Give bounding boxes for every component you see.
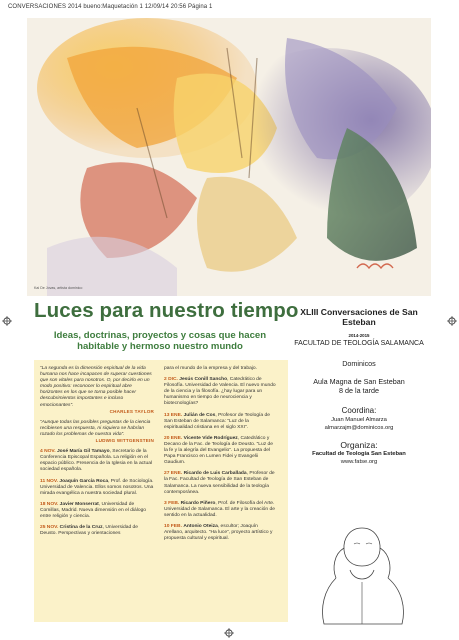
list-item	[164, 377, 278, 407]
venue-time: 8 de la tarde	[339, 386, 379, 396]
speaker-name: José María Gil Tamayo	[56, 449, 110, 455]
speaker-name: Cristina de la Cruz	[59, 525, 103, 531]
cover-artwork	[27, 18, 431, 296]
coordinator-info	[293, 416, 425, 432]
list-item	[164, 471, 278, 495]
event-date: 10 FEB.	[164, 523, 182, 529]
speaker-name: Javier Monserrat	[59, 501, 99, 507]
event-text: , Catedrático de Filosofía. Universidad de Valencia. El nuevo mundo de la ciencia y la filosofía. ¿hay lugar para un humanismo en tiempo de neurociencia y biotecnologías?	[164, 377, 276, 407]
venue-place	[293, 377, 425, 396]
organizer-website-link[interactable]: www.fatse.org	[340, 458, 378, 465]
coordinator-email[interactable]: almarzajm@dominicos.org	[324, 424, 394, 431]
series-title: XLIII Conversaciones de San Esteban	[300, 307, 418, 327]
event-text: , Catedrático y Decano de la Fac. de Teología de Deusto. “Luz de la fe y la alegría del Evangelio”. La propuesta del Papa Francisco en Lumen Fidei y Evangelii Gaudium.	[164, 435, 273, 466]
event-text: , escultor; Joaquín Arellano, arquitecto. “Ha luce”, proyecto artístico y propuesta cultural y espiritual.	[164, 523, 273, 542]
artwork-caption: Kai De Jovas, artista dominico	[34, 286, 83, 290]
list-item	[40, 525, 154, 537]
registration-mark-bottom-icon	[224, 628, 234, 638]
event-text: , Profesor de la Fac. Facultad de Teología de San Esteban de Salamanca. La nueva sensibilidad de la teología contemporánea.	[164, 471, 275, 495]
quote-wittgenstein	[40, 420, 154, 444]
speaker-name: Ricardo Piñero	[180, 500, 216, 506]
registration-mark-left-icon	[2, 316, 12, 326]
event-text: , Universidad de Deusto. Perspectivas y orientaciones	[40, 525, 138, 537]
speaker-name: Jesús Conill Sancho	[179, 377, 228, 383]
quote-text: “Aunque todas las posibles preguntas de la ciencia recibiesen una respuesta, ni siquiera se habrían rozado los problemas de nuestra vida”.	[40, 419, 151, 437]
faculty-name: FACULTAD DE TEOLOGÍA SALAMANCA	[294, 340, 424, 347]
event-continuation: para el mundo de la empresa y del trabajo.	[164, 366, 257, 371]
event-date: 2 DIC.	[164, 377, 178, 383]
speaker-name: Ricardo de Luis Carballada	[183, 471, 247, 477]
quote-author: LUDWIG WITTGENSTEIN	[95, 438, 154, 444]
page-title: Luces para nuestro tiempo	[34, 299, 299, 322]
quote-text: “La segunda es la dimensión espiritual de la vida humana nos hace incapaces de superar cuestiones que son vitales para nosotros. O, por decirlo en un modo positivo: reconocer lo espiritual abre horizontes en los que se torna posible hacer descubrimientos importantes e incluso emocionantes”.	[40, 366, 152, 408]
list-item	[40, 479, 154, 497]
registration-mark-right-icon	[447, 316, 457, 326]
event-date: 4 NOV.	[40, 449, 56, 455]
list-item	[40, 502, 154, 520]
speaker-name: Joaquín García Roca	[59, 478, 109, 484]
venue-hall: Aula Magna de San Esteban	[313, 376, 405, 386]
venue-dominicos: Dominicos	[342, 358, 376, 368]
list-item	[40, 449, 154, 473]
series-years: 2014-2015	[348, 333, 370, 338]
dominican-line-drawing-icon	[310, 520, 415, 630]
quote-author: CHARLES TAYLOR	[109, 408, 154, 414]
event-text: , Prof. de Sociología. Universidad de Valencia. Ellos somos nosotros. Una mirada evangélica a nuestra sociedad plural.	[40, 478, 154, 496]
event-text: , Universidad de Comillas, Madrid. Nueva dimensión en el diálogo entre religión y ciencia.	[40, 501, 147, 519]
event-info-sidebar	[293, 298, 425, 465]
quote-taylor	[40, 366, 154, 415]
program-column-1	[40, 366, 154, 542]
event-date: 27 ENE.	[164, 471, 183, 477]
program-panel	[34, 360, 288, 622]
event-text: , Secretario de la Conferencia Episcopal Española. La religión en el espacio público. Presencia de la Iglesia en la actual sociedad española.	[40, 449, 153, 473]
speaker-name: Julián de Cos	[183, 412, 216, 418]
event-text: , Profesor de Teología de San Esteban de Salamanca: “Luz de la espiritualidad cristiana en el siglo XXI”.	[164, 412, 270, 430]
list-item	[164, 524, 278, 542]
list-item	[164, 501, 278, 519]
event-date: 18 NOV.	[40, 501, 59, 507]
event-date: 3 FEB.	[164, 500, 180, 506]
program-column-2	[164, 366, 278, 547]
event-date: 25 NOV.	[40, 525, 59, 531]
coordinator-name: Juan Manuel Almarza	[331, 416, 387, 423]
event-date: 11 NOV.	[40, 478, 59, 484]
organizer-label: Organiza:	[340, 439, 378, 450]
event-date: 20 ENE.	[164, 435, 183, 441]
event-date: 13 ENE.	[164, 412, 183, 418]
list-item	[164, 436, 278, 466]
list-item	[164, 413, 278, 431]
page-subtitle: Ideas, doctrinas, proyectos y cosas que hacen habitable y hermoso nuestro mundo	[53, 330, 267, 352]
speaker-name: Vicente Vide Rodríguez	[183, 435, 238, 441]
speaker-name: Antonio Oteiza	[183, 523, 218, 529]
print-header: CONVERSACIONES 2014 bueno:Maquetación 1 12/09/14 20:56 Página 1	[0, 0, 459, 14]
event-text: , Prof. de Filosofía del Arte. Universidad de Salamanca. El arte y la creación de sentido en la actualidad.	[164, 500, 275, 518]
coordinator-label: Coordina:	[341, 405, 377, 415]
organizer-name: Facultad de Teología San Esteban	[312, 450, 406, 457]
